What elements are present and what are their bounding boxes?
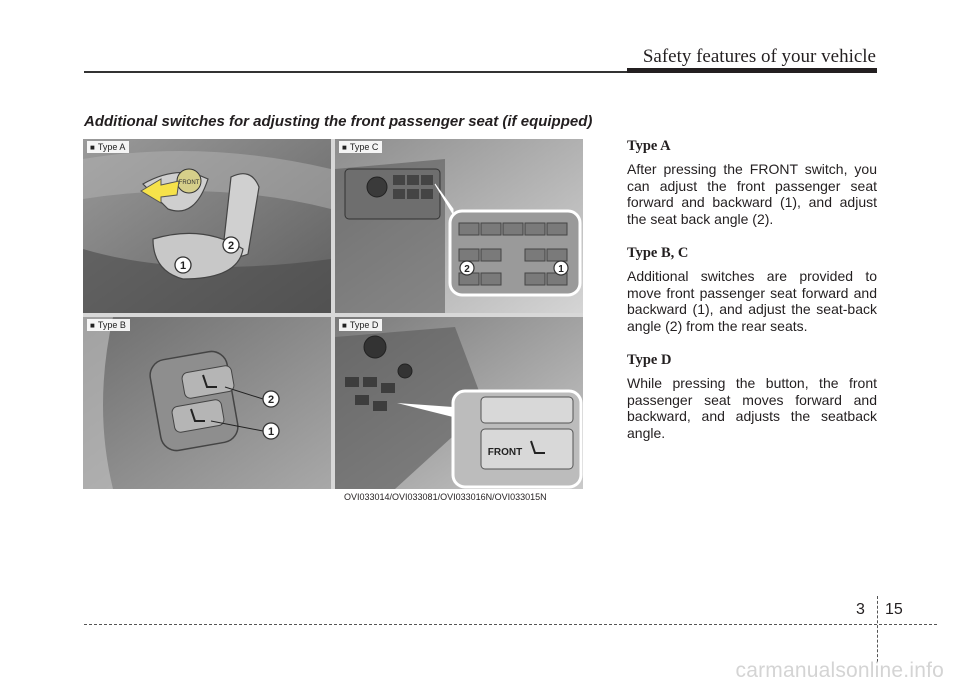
type-d-text: While pressing the button, the front passenger seat moves forward and backward, and adjusts the seatback angle. — [627, 375, 877, 441]
callout-1: 1 — [179, 260, 187, 272]
panel-type-d — [335, 317, 583, 489]
callout-2: 2 — [464, 264, 470, 275]
panel-type-a — [83, 139, 331, 313]
callout-1: 1 — [558, 264, 564, 275]
section-heading: Additional switches for adjusting the front passenger seat (if equipped) — [84, 113, 593, 130]
panel-type-a-label: ■ Type A — [87, 141, 129, 153]
panel-type-b-label: ■ Type B — [87, 319, 130, 331]
content-type-a — [627, 138, 877, 227]
figure-caption: OVI033014/OVI033081/OVI033016N/OVI033015N — [344, 492, 547, 502]
callout-1: 1 — [267, 426, 275, 438]
watermark: carmanualsonline.info — [735, 659, 944, 682]
type-a-heading: Type A — [627, 138, 671, 154]
type-a-text: After pressing the FRONT switch, you can adjust the front passenger seat forward and backward (1), and adjust the seat back angle (2). — [627, 161, 877, 227]
callout-2: 2 — [227, 240, 235, 252]
panel-type-c-label: ■ Type C — [339, 141, 382, 153]
page-number: 15 — [885, 601, 903, 618]
footer-divider — [877, 596, 878, 662]
header-title: Safety features of your vehicle — [642, 46, 876, 67]
type-b-c-text: Additional switches are provided to move front passenger seat forward and backward (1), and adjust the seat-back angle (2) from the rear seats. — [627, 268, 877, 334]
figure — [83, 139, 583, 489]
front-button-label: FRONT — [487, 447, 523, 458]
footer-rule — [84, 624, 937, 625]
page-chapter: 3 — [856, 601, 865, 618]
type-d-heading: Type D — [627, 352, 672, 368]
panel-type-c — [335, 139, 583, 313]
content-type-d — [627, 352, 877, 441]
callout-2: 2 — [267, 394, 275, 406]
panel-type-d-label: ■ Type D — [339, 319, 382, 331]
header-rule-accent — [627, 68, 877, 73]
content-column — [627, 138, 877, 459]
type-b-c-heading: Type B, C — [627, 245, 689, 261]
front-switch-label: FRONT — [178, 180, 200, 186]
content-type-b-c — [627, 245, 877, 334]
panel-type-b — [83, 317, 331, 489]
